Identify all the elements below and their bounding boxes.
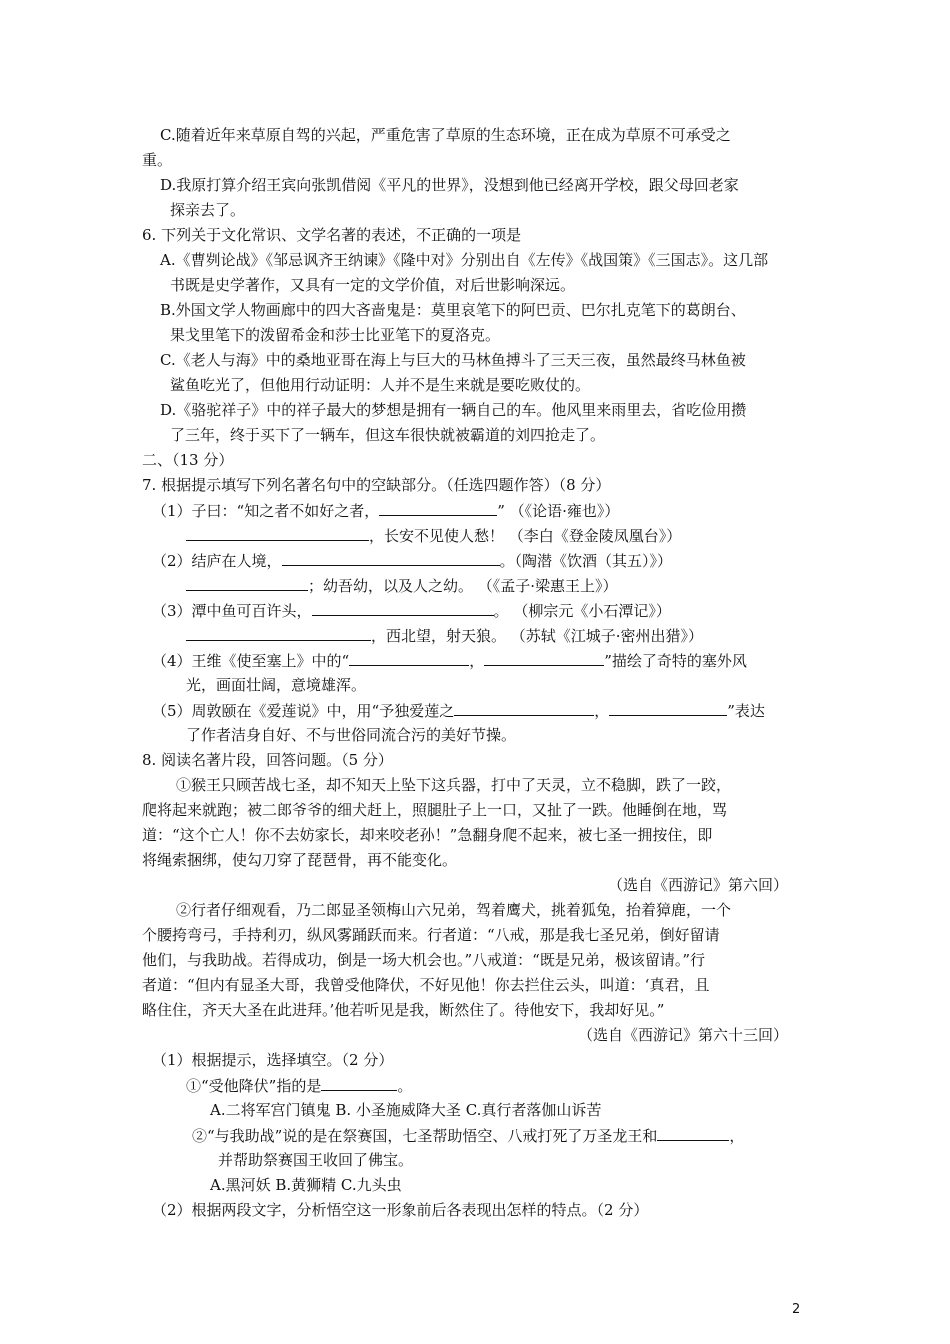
q8-sub1b-blank[interactable] <box>657 1124 729 1141</box>
q7-item1-blank-a[interactable] <box>379 499 497 516</box>
q7-item5-line1 <box>152 699 765 723</box>
q7-item3-line1 <box>152 599 671 623</box>
q8-sub1b-prefix: ②“与我助战”说的是在祭赛国，七圣帮助悟空、八戒打死了万圣龙王和 <box>192 1127 658 1145</box>
q8-sub1b <box>192 1124 744 1148</box>
q8-sub1b-options: A.黑河妖 B.黄狮精 C.九头虫 <box>210 1176 402 1194</box>
q8-passage1-line1: ①猴王只顾苦战七圣，却不知天上坠下这兵器，打中了天灵，立不稳脚，跌了一跤， <box>176 776 732 794</box>
q8-sub1-stem: （1）根据提示，选择填空。（2 分） <box>152 1051 394 1069</box>
q7-item4-blank-a[interactable] <box>349 649 469 666</box>
q6-option-c-line1: C.《老人与海》中的桑地亚哥在海上与巨大的马林鱼搏斗了三天三夜，虽然最终马林鱼被 <box>160 351 746 369</box>
q8-passage1-line3: 道：“这个亡人！你不去妨家长，却来咬老孙！”急翻身爬不起来，被七圣一拥按住，即 <box>142 826 713 844</box>
q7-item1-line2-text: ，长安不见使人愁！ （李白《登金陵凤凰台》） <box>369 527 682 545</box>
q7-item4-blank-b[interactable] <box>484 649 604 666</box>
q7-item1-line1 <box>152 499 619 523</box>
q6-option-b-line2: 果戈里笔下的泼留希金和莎士比亚笔下的夏洛克。 <box>170 326 501 344</box>
q8-sub1b-line2: 并帮助祭赛国王收回了佛宝。 <box>218 1151 414 1169</box>
q8-sub1a <box>186 1074 412 1098</box>
page-number: 2 <box>792 1302 801 1317</box>
q8-sub1a-suffix: 。 <box>397 1077 413 1095</box>
q7-item1-line2 <box>186 524 681 548</box>
q5-option-d-line1: D.我原打算介绍王宾向张凯借阅《平凡的世界》，没想到他已经离开学校，跟父母回老家 <box>160 176 739 194</box>
q6-option-d-line2: 了三年，终于买下了一辆车，但这车很快就被霸道的刘四抢走了。 <box>170 426 606 444</box>
q8-passage2-source: （选自《西游记》第六十三回） <box>578 1026 789 1044</box>
q7-item1-prefix: （1）子曰：“知之者不如好之者， <box>152 502 380 520</box>
q8-sub2-stem: （2）根据两段文字，分析悟空这一形象前后各表现出怎样的特点。（2 分） <box>152 1201 649 1219</box>
q7-item5-suffix: ”表达 <box>727 702 765 720</box>
q7-item5-line2: 了作者洁身自好、不与世俗同流合污的美好节操。 <box>186 726 517 744</box>
q6-option-d-line1: D.《骆驼祥子》中的祥子最大的梦想是拥有一辆自己的车。他风里来雨里去，省吃俭用攒 <box>160 401 747 419</box>
q7-item5-separator: ， <box>594 702 610 720</box>
q8-sub1a-blank[interactable] <box>321 1074 397 1091</box>
q7-item3-blank-b[interactable] <box>186 624 371 641</box>
q8-passage2-line3: 他们，与我助战。若得成功，倒是一场大机会也。”八戒道：“既是兄弟，极该留请。”行 <box>142 951 706 969</box>
q7-item1-source: ” （《论语·雍也》） <box>497 502 620 520</box>
q7-item3-line2 <box>186 624 703 648</box>
q7-item3-prefix: （3）潭中鱼可百许头， <box>152 602 312 620</box>
q7-item4-prefix: （4）王维《使至塞上》中的“ <box>152 652 350 670</box>
q8-passage2-line1: ②行者仔细观看，乃二郎显圣领梅山六兄弟，驾着鹰犬，挑着狐兔，抬着獐鹿，一个 <box>176 901 732 919</box>
q7-item2-line2-text: ；幼吾幼，以及人之幼。 （《孟子·梁惠王上》） <box>308 577 618 595</box>
q8-sub1b-suffix: ， <box>729 1127 745 1145</box>
q7-item5-blank-b[interactable] <box>609 699 727 716</box>
q5-option-c-line2: 重。 <box>142 151 173 169</box>
q7-item2-blank-a[interactable] <box>282 549 500 566</box>
q7-item2-line1 <box>152 549 672 573</box>
q8-stem: 8. 阅读名著片段，回答问题。（5 分） <box>142 751 393 769</box>
q6-option-a-line1: A.《曹刿论战》《邹忌讽齐王纳谏》《隆中对》分别出自《左传》《战国策》《三国志》。这几部 <box>160 251 769 269</box>
q7-item5-prefix: （5）周敦颐在《爱莲说》中，用“予独爱莲之 <box>152 702 455 720</box>
q7-item4-line2: 光，画面壮阔，意境雄浑。 <box>186 676 367 694</box>
q8-passage1-line2: 爬将起来就跑；被二郎爷爷的细犬赶上，照腿肚子上一口，又扯了一跌。他睡倒在地，骂 <box>142 801 728 819</box>
q8-passage1-line4: 将绳索捆绑，使勾刀穿了琵琶骨，再不能变化。 <box>142 851 458 869</box>
q8-passage2-line5: 略住住，齐天大圣在此进拜。’他若听见是我，断然住了。待他安下，我却好见。” <box>142 1001 665 1019</box>
q7-item4-suffix: ”描绘了奇特的塞外风 <box>604 652 747 670</box>
q7-item3-line2-text: ，西北望，射天狼。 （苏轼《江城子·密州出猎》） <box>371 627 704 645</box>
q6-option-a-line2: 书既是史学著作，又具有一定的文学价值，对后世影响深远。 <box>170 276 576 294</box>
q7-item2-source: 。（陶潜《饮酒（其五）》） <box>499 552 673 570</box>
q6-stem: 6. 下列关于文化常识、文学名著的表述，不正确的一项是 <box>142 226 522 244</box>
q8-sub1a-prefix: ①“受他降伏”指的是 <box>186 1077 322 1095</box>
q6-option-b-line1: B.外国文学人物画廊中的四大吝啬鬼是：莫里哀笔下的阿巴贡、巴尔扎克笔下的葛朗台、 <box>160 301 746 319</box>
q6-option-c-line2: 鲨鱼吃光了，但他用行动证明：人并不是生来就是要吃败仗的。 <box>170 376 591 394</box>
q8-passage2-line2: 个腰挎弯弓，手持利刃，纵风雾踊跃而来。行者道：“八戒，那是我七圣兄弟，倒好留请 <box>142 926 720 944</box>
q8-passage1-source: （选自《西游记》第六回） <box>608 876 789 894</box>
q7-item3-source: 。 （柳宗元《小石潭记》） <box>493 602 671 620</box>
q7-item2-line2 <box>186 574 618 598</box>
q8-sub1a-options: A.二将军宫门镇鬼 B. 小圣施威降大圣 C.真行者落伽山诉苦 <box>210 1101 602 1119</box>
q5-option-d-line2: 探亲去了。 <box>170 201 246 219</box>
q7-item2-blank-b[interactable] <box>186 574 308 591</box>
section-heading: 二、（13 分） <box>142 451 234 469</box>
q5-option-c-line1: C.随着近年来草原自驾的兴起，严重危害了草原的生态环境，正在成为草原不可承受之 <box>160 126 731 144</box>
q7-item3-blank-a[interactable] <box>312 599 494 616</box>
q7-stem: 7. 根据提示填写下列名著名句中的空缺部分。（任选四题作答）（8 分） <box>142 476 611 494</box>
q7-item5-blank-a[interactable] <box>454 699 594 716</box>
q7-item1-blank-b[interactable] <box>186 524 369 541</box>
q7-item4-separator: ， <box>469 652 485 670</box>
q8-passage2-line4: 者道：“但内有显圣大哥，我曾受他降伏，不好见他！你去拦住云头，叫道：‘真君，且 <box>142 976 710 994</box>
q7-item4-line1 <box>152 649 747 673</box>
q7-item2-prefix: （2）结庐在人境， <box>152 552 282 570</box>
